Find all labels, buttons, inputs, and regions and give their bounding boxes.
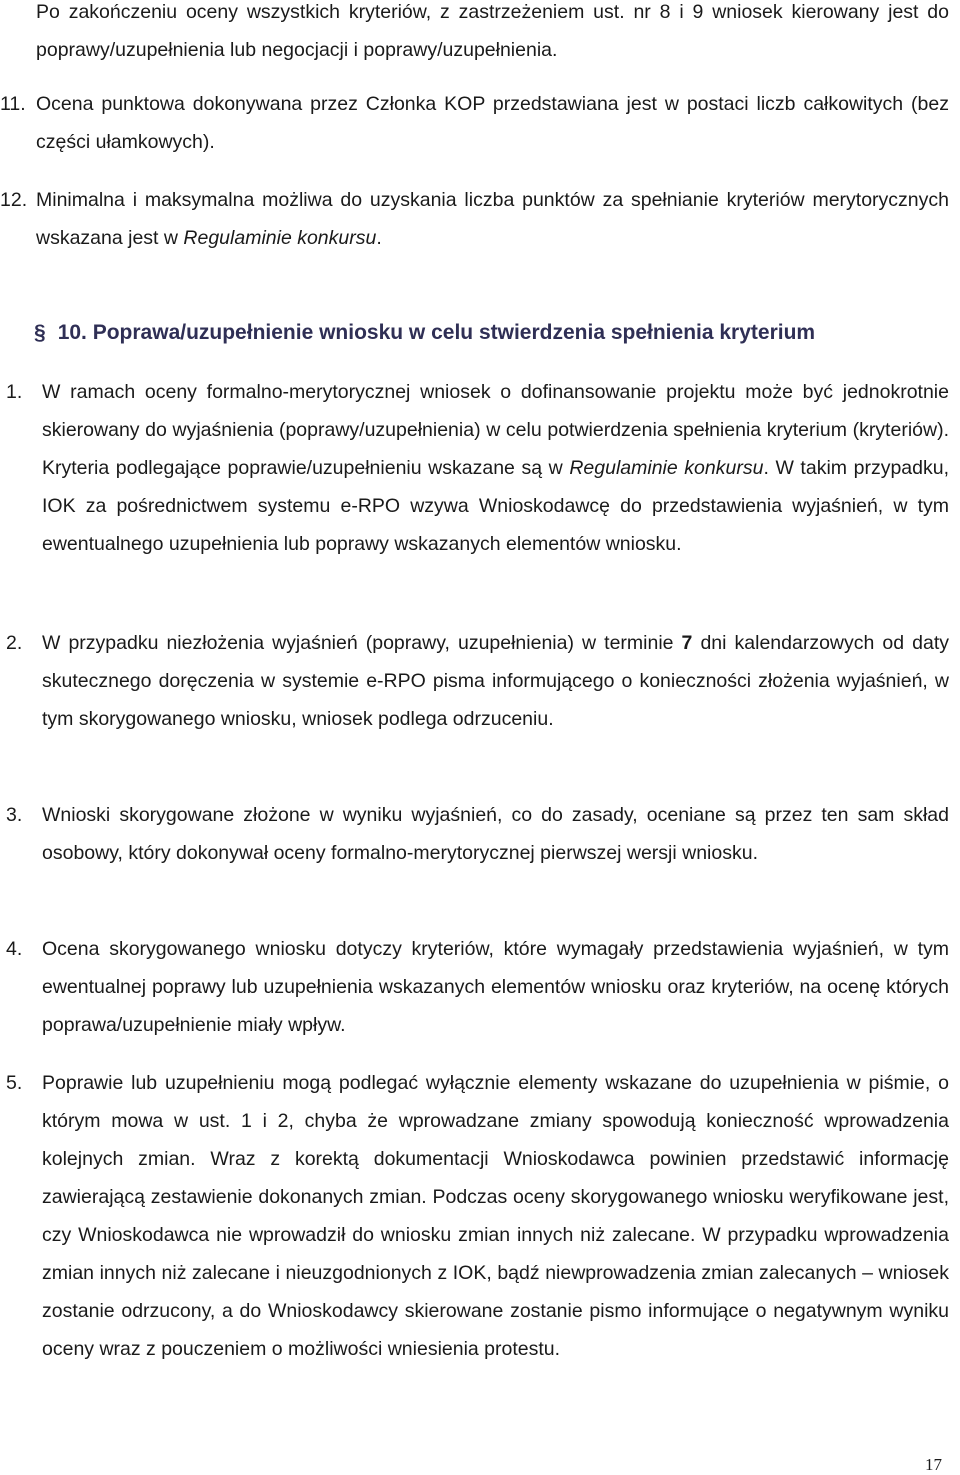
list-item-1	[6, 373, 949, 601]
item-text: Poprawie lub uzupełnieniu mogą podlegać wyłącznie elementy wskazane do uzupełnienia w piśmie, o którym mowa w ust. 1 i 2, chyba że wprowadzane zmiany spowodują konieczność wprowadzenia kolejnych zmian. Wraz z korektą dokumentacji Wnioskodawca powinien przedstawić informację zawierającą zestawienie dokonanych zmian. Podczas oceny skorygowanego wniosku weryfikowane jest, czy Wnioskodawca nie wprowadził do wniosku zmian innych niż zalecane. W przypadku wprowadzenia zmian innych niż zalecane i nieuzgodnionych z IOK, bądź niewprowadzenia zmian zalecanych – wniosek zostanie odrzucony, a do Wnioskodawcy skierowane zostanie pismo informujące o negatywnym wyniku oceny wraz z pouczeniem o możliwości wniesienia protestu.	[42, 1072, 949, 1360]
item-text: Wnioski skorygowane złożone w wyniku wyjaśnień, co do zasady, oceniane są przez ten sam skład osobowy, który dokonywał oceny formalno-merytorycznej pierwszej wersji wniosku.	[42, 804, 949, 864]
item-text: Ocena punktowa dokonywana przez Członka KOP przedstawiana jest w postaci liczb całkowitych (bez części ułamkowych).	[36, 93, 949, 153]
item-number: 3.	[6, 804, 23, 826]
item-number: 4.	[6, 938, 23, 960]
regulation-reference: Regulaminie konkursu	[569, 457, 764, 479]
item-text: W ramach oceny formalno-merytorycznej wniosek o dofinansowanie projektu może być jednokrotnie skierowany do wyjaśnienia (poprawy/uzupełnienia) w celu potwierdzenia spełnienia kryterium (kryteriów). Kryteria podlegające poprawie/uzupełnieniu wskazane są w Regulaminie konkursu. W takim przypadku, IOK za pośrednictwem systemu e-RPO wzywa Wnioskodawcę do przedstawienia wyjaśnień, w tym ewentualnego uzupełnienia lub poprawy wskazanych elementów wniosku.	[42, 381, 949, 555]
list-item-5	[6, 1064, 949, 1406]
item-text: Minimalna i maksymalna możliwa do uzyskania liczba punktów za spełnianie kryteriów merytorycznych wskazana jest w Regulaminie konkursu.	[36, 189, 949, 249]
list-item-11	[0, 85, 949, 161]
section-title: 10. Poprawa/uzupełnienie wniosku w celu stwierdzenia spełnienia kryterium	[57, 321, 816, 344]
item-number: 1.	[6, 381, 23, 403]
list-item-2	[6, 624, 949, 776]
list-item-4	[6, 930, 949, 1044]
item-text: W przypadku niezłożenia wyjaśnień (poprawy, uzupełnienia) w terminie 7 dni kalendarzowych od daty skutecznego doręczenia w systemie e-RPO pisma informującego o konieczności złożenia wyjaśnień, w tym skorygowanego wniosku, wniosek podlega odrzuceniu.	[42, 632, 949, 730]
intro-paragraph: Po zakończeniu oceny wszystkich kryteriów, z zastrzeżeniem ust. nr 8 i 9 wniosek kierowany jest do poprawy/uzupełnienia lub negocjacji i poprawy/uzupełnienia.	[36, 1, 949, 61]
list-item-3	[6, 796, 949, 910]
item-text: Ocena skorygowanego wniosku dotyczy kryteriów, które wymagały przedstawienia wyjaśnień, w tym ewentualnej poprawy lub uzupełnienia wskazanych elementów wniosku oraz kryteriów, na ocenę których poprawa/uzupełnienie miały wpływ.	[42, 938, 949, 1036]
page-number: 17	[925, 1455, 942, 1474]
item-number: 5.	[6, 1072, 23, 1094]
section-heading	[34, 317, 815, 349]
item-number: 12.	[0, 189, 28, 211]
item-number: 2.	[6, 632, 23, 654]
section-symbol: §	[34, 321, 46, 344]
item-number: 11.	[0, 93, 26, 115]
list-item-12	[0, 181, 949, 257]
regulation-reference: Regulaminie konkursu	[183, 227, 377, 249]
deadline-days: 7	[681, 632, 693, 654]
